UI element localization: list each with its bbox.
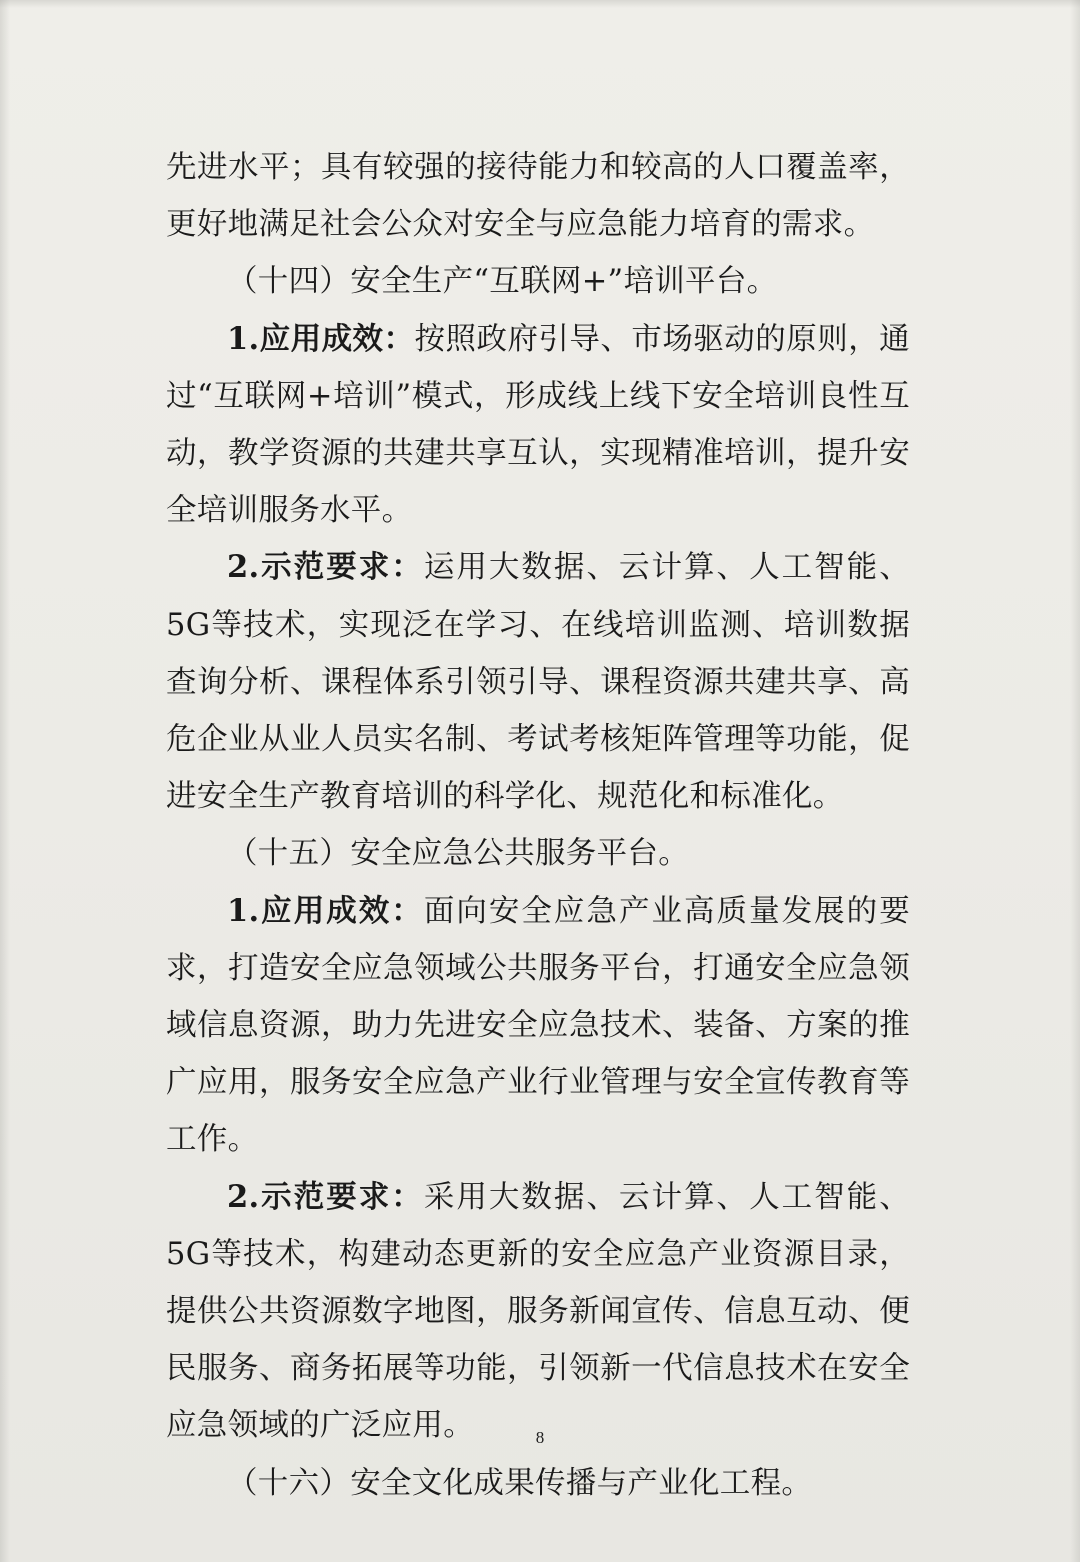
paragraph-15-effect [166,883,910,1169]
section-heading-16 [166,1455,910,1512]
paragraph-15-requirement [166,1169,910,1455]
paragraph-14-requirement [166,539,910,825]
paragraph-lead: 2.示范要求： [227,1178,424,1215]
scan-shadow-right [1070,0,1080,1562]
scan-shadow-top [0,0,1080,8]
heading-text: （十四）安全生产“互联网+”培训平台。 [227,264,778,300]
paragraph-lead: 2.示范要求： [227,549,424,586]
page-number: 8 [535,1428,545,1447]
section-heading-15 [166,825,910,882]
paragraph-lead: 1.应用成效： [227,320,415,357]
scan-shadow-left [0,0,10,1562]
paragraph-text: 面向安全应急产业高质量发展的要求，打造安全应急领域公共服务平台，打通安全应急领域信息资源，助力先进安全应急技术、装备、方案的推广应用，服务安全应急产业行业管理与安全宣传教育等工作。 [166,893,910,1158]
heading-text: （十六）安全文化成果传播与产业化工程。 [227,1465,813,1501]
heading-text: （十五）安全应急公共服务平台。 [227,836,689,872]
body-text [166,139,910,1512]
paragraph-text: 运用大数据、云计算、人工智能、5G等技术，实现泛在学习、在线培训监测、培训数据查询分析、课程体系引领引导、课程资源共建共享、高危企业从业人员实名制、考试考核矩阵管理等功能，促进安全生产教育培训的科学化、规范化和标准化。 [166,550,910,815]
paragraph-14-effect [166,311,910,540]
paragraph-continuation [166,139,910,253]
section-heading-14 [166,253,910,310]
paragraph-text: 按照政府引导、市场驱动的原则，通过“互联网+培训”模式，形成线上线下安全培训良性互动，教学资源的共建共享互认，实现精准培训，提升安全培训服务水平。 [166,321,910,529]
paragraph-text: 先进水平；具有较强的接待能力和较高的人口覆盖率，更好地满足社会公众对安全与应急能力培育的需求。 [166,150,910,243]
paragraph-text: 采用大数据、云计算、人工智能、5G等技术，构建动态更新的安全应急产业资源目录，提供公共资源数字地图，服务新闻宣传、信息互动、便民服务、商务拓展等功能，引领新一代信息技术在安全应急领域的广泛应用。 [166,1179,910,1444]
paragraph-lead: 1.应用成效： [227,892,424,929]
